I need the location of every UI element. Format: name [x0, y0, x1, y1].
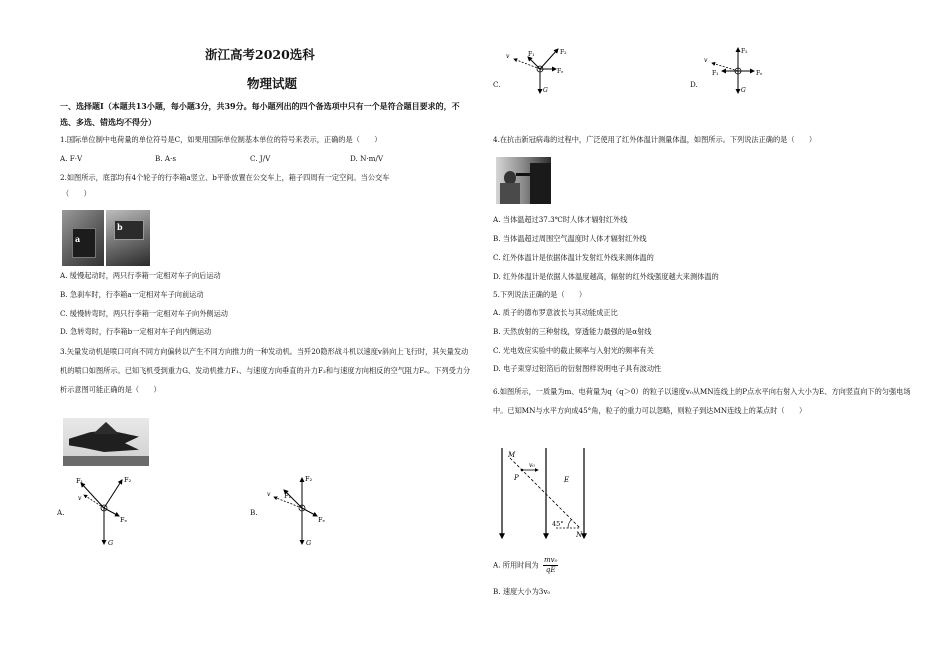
luggage-photo — [62, 210, 150, 266]
q4-stem: 4.在抗击新冠病毒的过程中，广泛使用了红外体温计测量体温，如图所示。下列说法正确的是（ ） — [493, 135, 817, 144]
q6-option-b: B. 速度大小为3v₀ — [493, 587, 551, 596]
q6-option-a — [493, 556, 558, 575]
q6-stem: 6.如图所示，一质量为m、电荷量为q（q＞0）的粒子以速度v₀从MN连线上的P点水平向右射入大小为E、方向竖直向下的匀强电场中。已知MN与水平方向成45°角，粒子的重力可以忽略，则粒子到达MN连线上的某点时（ ） — [493, 387, 911, 415]
section-heading: 一、选择题Ⅰ（本题共13小题，每小题3分，共39分。每小题列出的四个备选项中只有一个是符合题目要求的，不选、多选、错选均不得分） — [60, 101, 460, 127]
q1-stem: 1.国际单位制中电荷量的单位符号是C，如果用国际单位制基本单位的符号来表示，正确的是（ ） — [60, 135, 382, 144]
label-ff: Fₑ — [557, 68, 564, 75]
q5-option-d: D. 电子束穿过铝箔后的衍射图样说明电子具有波动性 — [493, 364, 662, 373]
label-f1: F₁ — [528, 51, 535, 58]
label-v: v — [704, 57, 708, 64]
label-ff: Fₑ — [756, 70, 763, 77]
q6-option-a-fraction — [543, 556, 558, 575]
label-angle: 45° — [552, 520, 564, 528]
q2-option-b: B. 急刹车时，行李箱a一定相对车子向前运动 — [60, 290, 204, 299]
label-v: v — [506, 53, 510, 60]
label-g: G — [108, 539, 114, 547]
label-f2: F₂ — [305, 475, 313, 483]
q4-option-a: A. 当体温超过37.3℃时人体才辐射红外线 — [493, 215, 628, 224]
luggage-b-label: b — [117, 222, 123, 232]
q3-diagram-c — [500, 45, 580, 95]
label-f2: F₂ — [124, 476, 132, 484]
label-g: G — [543, 87, 548, 94]
q3-stem: 3.矢量发动机是喷口可向不同方向偏转以产生不同方向推力的一种发动机。当歼20隐形战斗机以速度v斜向上飞行时，其矢量发动机的喷口如图所示。已知飞机受到重力G、发动机推力F₁、与速度方向垂直的升力F₂和与速度方向相反的空气阻力Fₑ。下列受力分析示意图可能正确的是（ ） — [60, 347, 471, 394]
q2-option-c: C. 缓慢转弯时，两只行李箱一定相对车子向外侧运动 — [60, 309, 228, 318]
label-g: G — [306, 539, 312, 547]
q1-option-b: B. A·s — [155, 154, 177, 163]
q3-option-b-label: B. — [250, 508, 258, 517]
q1-option-a: A. F·V — [60, 154, 83, 163]
label-v: v — [78, 495, 82, 502]
label-f1: F₁ — [284, 492, 292, 500]
q6-field-diagram — [496, 446, 606, 544]
label-p: P — [514, 474, 519, 482]
q5-option-a: A. 质子的德布罗意波长与其动能成正比 — [493, 308, 618, 317]
label-f2: F₂ — [560, 49, 567, 56]
q3-diagram-b — [262, 470, 342, 550]
q3-option-d-label: D. — [690, 80, 698, 89]
label-f1: F₁ — [712, 70, 719, 77]
label-n: N — [576, 531, 583, 539]
q5-option-b: B. 天然放射的三种射线，穿透能力最强的是α射线 — [493, 327, 652, 336]
q6-option-a-prefix: A. 所用时间为 — [493, 560, 539, 570]
label-v: v — [267, 491, 271, 498]
q3-option-a-label: A. — [57, 508, 65, 517]
page-subtitle: 物理试题 — [247, 76, 298, 91]
q4-option-b: B. 当体温超过周围空气温度时人体才辐射红外线 — [493, 234, 647, 243]
label-m: M — [508, 451, 516, 459]
fighter-jet-photo — [63, 418, 149, 466]
q2-stem: 2.如图所示，底部均有4个轮子的行李箱a竖立、b平卧放置在公交车上，箱子四周有一定空间。当公交车 — [60, 173, 390, 182]
label-v0: v₀ — [529, 462, 535, 469]
page-title: 浙江高考2020选科 — [205, 47, 315, 62]
q2-stem-paren: （ ） — [62, 189, 91, 198]
label-ff: Fₑ — [120, 516, 128, 524]
label-g: G — [741, 87, 746, 94]
q2-option-a: A. 缓慢起动时，两只行李箱一定相对车子向后运动 — [60, 271, 221, 280]
thermometer-photo — [496, 157, 551, 204]
label-e: E — [564, 476, 570, 484]
fraction-numerator: mv₀ — [544, 556, 558, 564]
q1-option-d: D. N·m/V — [350, 154, 384, 163]
luggage-a-label: a — [75, 234, 81, 244]
q3-diagram-d — [702, 45, 782, 95]
q5-option-c: C. 光电效应实验中的截止频率与入射光的频率有关 — [493, 346, 654, 355]
label-f1: F₁ — [76, 477, 84, 485]
label-ff: Fₑ — [318, 516, 326, 524]
q1-option-c: C. J/V — [250, 154, 271, 163]
q5-stem: 5.下列说法正确的是（ ） — [493, 290, 587, 299]
q4-option-d: D. 红外体温计是依据人体温度越高，辐射的红外线强度越大来测体温的 — [493, 272, 719, 281]
q2-option-d: D. 急转弯时，行李箱b一定相对车子向内侧运动 — [60, 327, 212, 336]
q3-option-c-label: C. — [493, 80, 501, 89]
fraction-denominator: qE — [545, 566, 556, 574]
q3-diagram-a — [64, 470, 144, 550]
q4-option-c: C. 红外体温计是依据体温计发射红外线来测体温的 — [493, 253, 654, 262]
label-f2: F₂ — [741, 48, 748, 55]
